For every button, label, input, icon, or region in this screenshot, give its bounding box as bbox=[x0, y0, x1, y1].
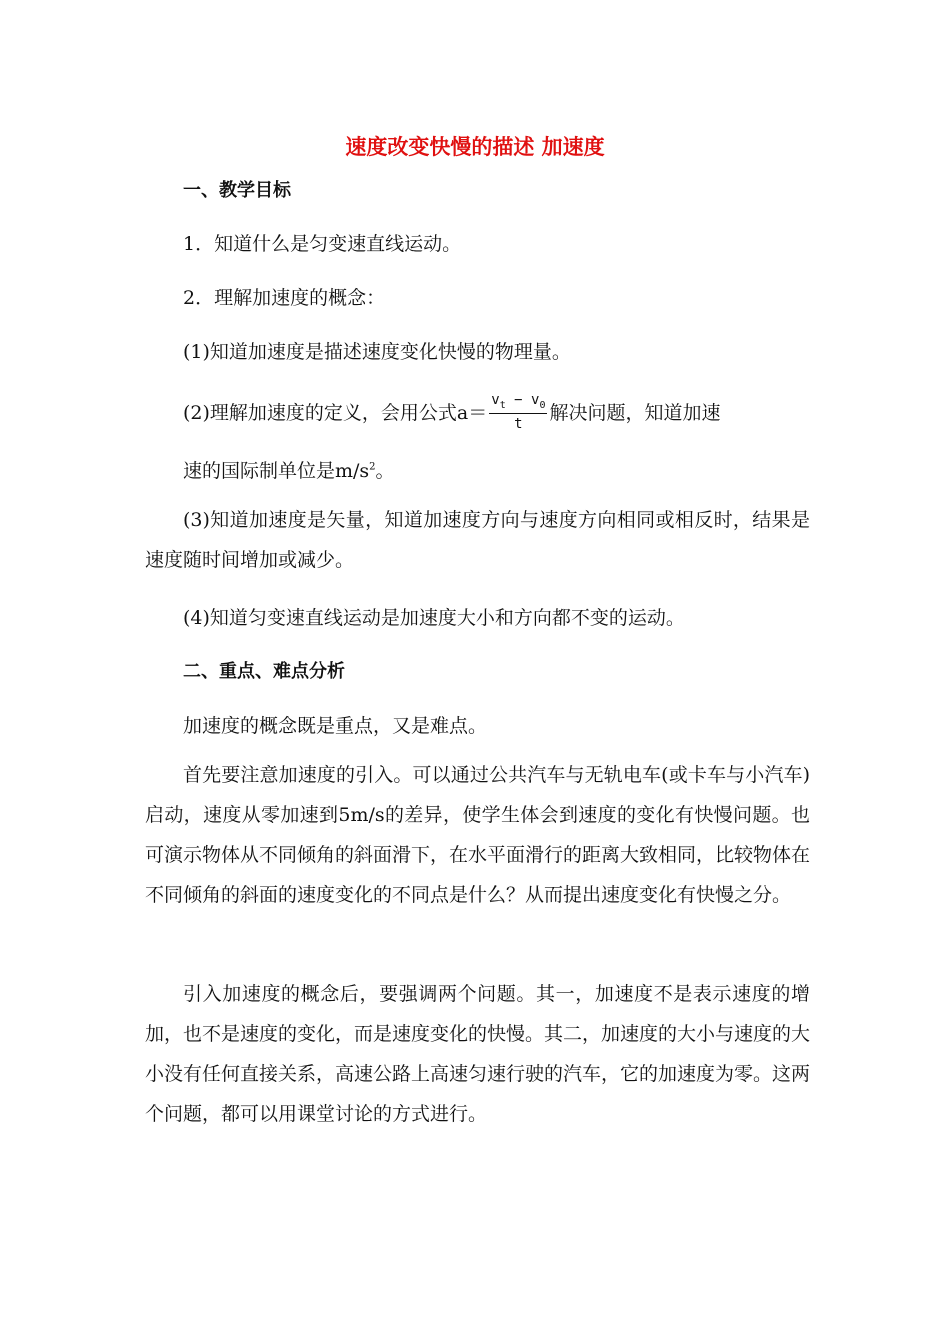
key-points-paragraph-1: 加速度的概念既是重点，又是难点。 bbox=[183, 715, 488, 737]
objective-sub-2-line-2: 速的国际制单位是$m/s^2$。 bbox=[183, 460, 395, 482]
objective-sub-1: (1)知道加速度是描述速度变化快慢的物理量。 bbox=[183, 341, 571, 363]
objective-item-1: 1．知道什么是匀变速直线运动。 bbox=[183, 233, 462, 255]
section-heading-objectives: 一、教学目标 bbox=[183, 180, 291, 201]
objective-item-2: 2．理解加速度的概念： bbox=[183, 287, 386, 309]
document-title: 速度改变快慢的描述 加速度 bbox=[345, 135, 605, 159]
formula-numerator: $v_t - v_0$ bbox=[491, 392, 546, 411]
objective-sub-4: (4)知道匀变速直线运动是加速度大小和方向都不变的运动。 bbox=[183, 607, 685, 629]
acceleration-formula bbox=[489, 392, 547, 432]
objective-sub-2-text-before: (2)理解加速度的定义，会用公式a＝ bbox=[183, 402, 488, 425]
objective-sub-3: (3)知道加速度是矢量，知道加速度方向与速度方向相同或相反时，结果是速度随时间增加或减少。 bbox=[145, 509, 810, 571]
key-points-paragraph-2: 首先要注意加速度的引入。可以通过公共汽车与无轨电车(或卡车与小汽车)启动，速度从零加速到5m/s的差异，使学生体会到速度的变化有快慢问题。也可演示物体从不同倾角的斜面滑下，在水平面滑行的距离大致相同，比较物体在不同倾角的斜面的速度变化的不同点是什么？从而提出速度变化有快慢之分。 bbox=[145, 764, 811, 906]
objective-sub-2 bbox=[183, 392, 720, 432]
key-points-paragraph-3: 引入加速度的概念后，要强调两个问题。其一，加速度不是表示速度的增加，也不是速度的变化，而是速度变化的快慢。其二，加速度的大小与速度的大小没有任何直接关系，高速公路上高速匀速行驶的汽车，它的加速度为零。这两个问题，都可以用课堂讨论的方式进行。 bbox=[145, 983, 811, 1125]
objective-sub-2-text-after: 解决问题，知道加速 bbox=[549, 402, 721, 425]
formula-denominator: t bbox=[514, 415, 523, 432]
section-heading-key-points: 二、重点、难点分析 bbox=[183, 661, 345, 682]
